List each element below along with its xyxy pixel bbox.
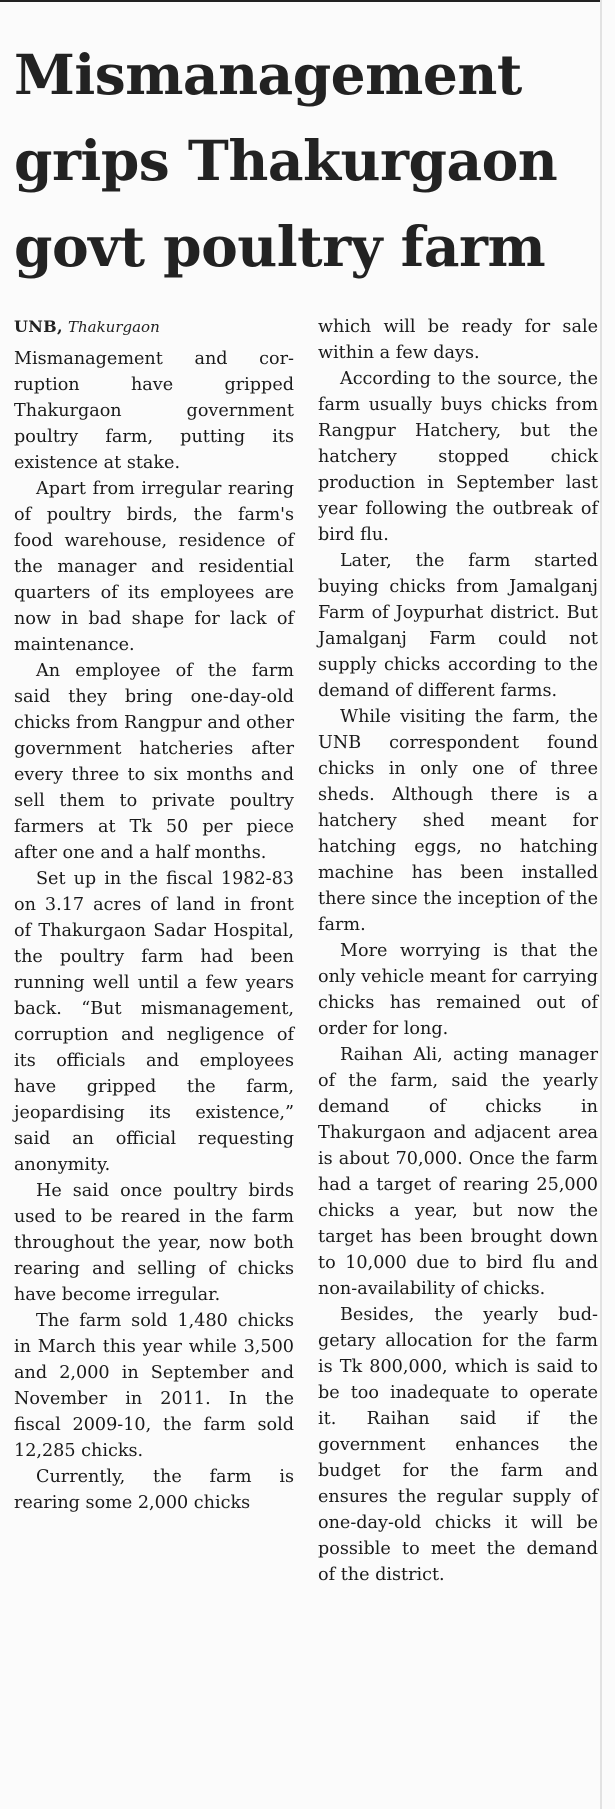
paragraph: Later, the farm started buying chicks from Jamalganj Farm of Joypurhat district. But Jamalganj Farm could not supply chicks according to the demand of different farms. [318,551,598,701]
byline-place: Thakurgaon [67,318,160,336]
column-2 [318,314,598,1809]
paragraph: While visiting the farm, the UNB correspondent found chicks in only one of three sheds. Although there is a hatchery shed meant for hatching eggs, no hatching machine has been installed there since the inception of the farm. [318,707,598,935]
paragraph: Mismanagement and corruption have gripped Thakurgaon government poultry farm, putting its existence at stake. [14,349,294,473]
paragraph: According to the source, the farm usually buys chicks from Rangpur Hatchery, but the hatchery stopped chick production in September last year following the outbreak of bird flu. [318,369,598,545]
column-1 [14,314,294,1809]
paragraph: More worrying is that the only vehicle meant for carrying chicks has remained out of order for long. [318,941,598,1039]
paragraph: The farm sold 1,480 chicks in March this year while 3,500 and 2,000 in September and November in 2011. In the fiscal 2009-10, the farm sold 12,285 chicks. [14,1311,294,1461]
paragraph: Raihan Ali, acting manager of the farm, said the yearly demand of chicks in Thakurgaon and adjacent area is about 70,000. Once the farm had a target of rearing 25,000 chicks a year, but now the target has been brought down to 10,000 due to bird flu and non-availability of chicks. [318,1045,598,1299]
paragraph: Currently, the farm is rearing some 2,000 chicks [14,1467,294,1513]
top-rule [0,0,600,2]
paragraph: An employee of the farm said they bring one-day-old chicks from Rangpur and other government hatcheries after every three to six months and sell them to private poultry farmers at Tk 50 per piece after one and a half months. [14,661,294,863]
paragraph: Apart from irregular rearing of poultry birds, the farm's food warehouse, residence of the manager and residential quarters of its employees are now in bad shape for lack of maintenance. [14,479,294,655]
article-body [14,314,598,1809]
paragraph: He said once poultry birds used to be reared in the farm throughout the year, now both rearing and selling of chicks have become irregular. [14,1181,294,1305]
byline-agency: UNB, [14,317,63,336]
column-edge-rule [600,0,602,1809]
paragraph: Besides, the yearly budgetary allocation for the farm is Tk 800,000, which is said to be too inadequate to operate it. Raihan said if the government enhances the budget for the farm and ensures the regular supply of one-day-old chicks it will be possible to meet the demand of the district. [318,1305,598,1585]
byline [14,314,294,340]
headline: Mismanagement grips Thakurgaon govt poultry farm [14,42,558,279]
paragraph: Set up in the fiscal 1982-83 on 3.17 acres of land in front of Thakurgaon Sadar Hospital, the poultry farm had been running well until a few years back. “But mismanagement, corruption and negligence of its officials and employees have gripped the farm, jeopardising its existence,” said an official requesting anonymity. [14,869,294,1175]
paragraph-continued: which will be ready for sale within a few days. [318,317,598,363]
